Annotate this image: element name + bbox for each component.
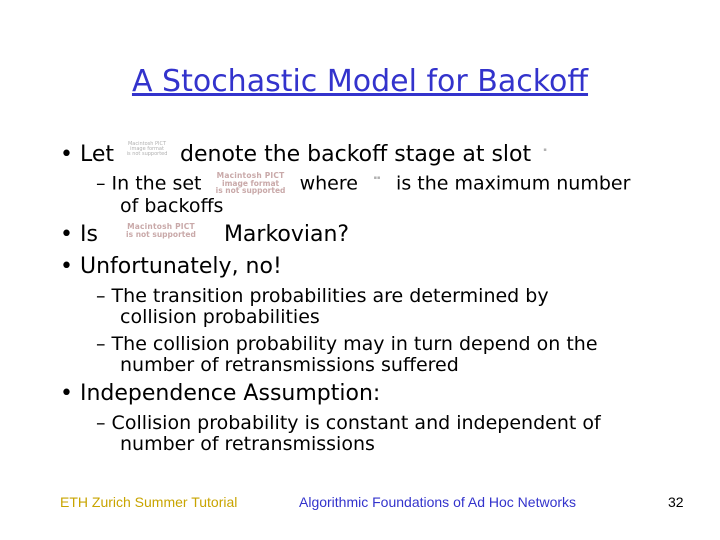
- bullet-3-sub-1-cont: collision probabilities: [120, 306, 320, 328]
- footer-center: Algorithmic Foundations of Ad Hoc Networks: [299, 494, 577, 510]
- page-number: 32: [668, 494, 684, 510]
- bullet-4-sub-1: – Collision probability is constant and independent of: [96, 412, 601, 434]
- formula-image-placeholder: Macintosh PICT image format is not supported: [208, 172, 294, 196]
- footer-left: ETH Zurich Summer Tutorial: [60, 494, 238, 510]
- bullet-1-sub: – In the set Macintosh PICT image format is not supported where ▪▪ is the maximum number: [96, 171, 631, 195]
- bullet-3-sub-1: – The transition probabilities are determined by: [96, 285, 549, 307]
- formula-image-placeholder: Macintosh PICT is not supported: [105, 223, 217, 247]
- bullet-glyph: •: [60, 142, 73, 167]
- formula-image-placeholder: ▪: [538, 148, 552, 162]
- formula-image-placeholder: ▪▪: [364, 176, 390, 192]
- bullet-2: • Is Macintosh PICT is not supported Markovian?: [60, 222, 350, 247]
- bullet-4-sub-1-cont: number of retransmissions: [120, 433, 375, 455]
- bullet-3-sub-2-cont: number of retransmissions suffered: [120, 354, 459, 376]
- bullet-4: • Independence Assumption:: [60, 381, 381, 406]
- slide-title: A Stochastic Model for Backoff: [131, 64, 589, 99]
- formula-image-placeholder: Macintosh PICT image format is not supported: [121, 142, 173, 168]
- bullet-3: • Unfortunately, no!: [60, 254, 282, 279]
- bullet-1: [60, 142, 552, 168]
- bullet-1-pre: Let: [79, 142, 115, 167]
- bullet-1-sub-cont: of backoffs: [120, 195, 224, 217]
- bullet-1-post: denote the backoff stage at slot: [180, 142, 532, 167]
- bullet-3-sub-2: – The collision probability may in turn depend on the: [96, 333, 598, 355]
